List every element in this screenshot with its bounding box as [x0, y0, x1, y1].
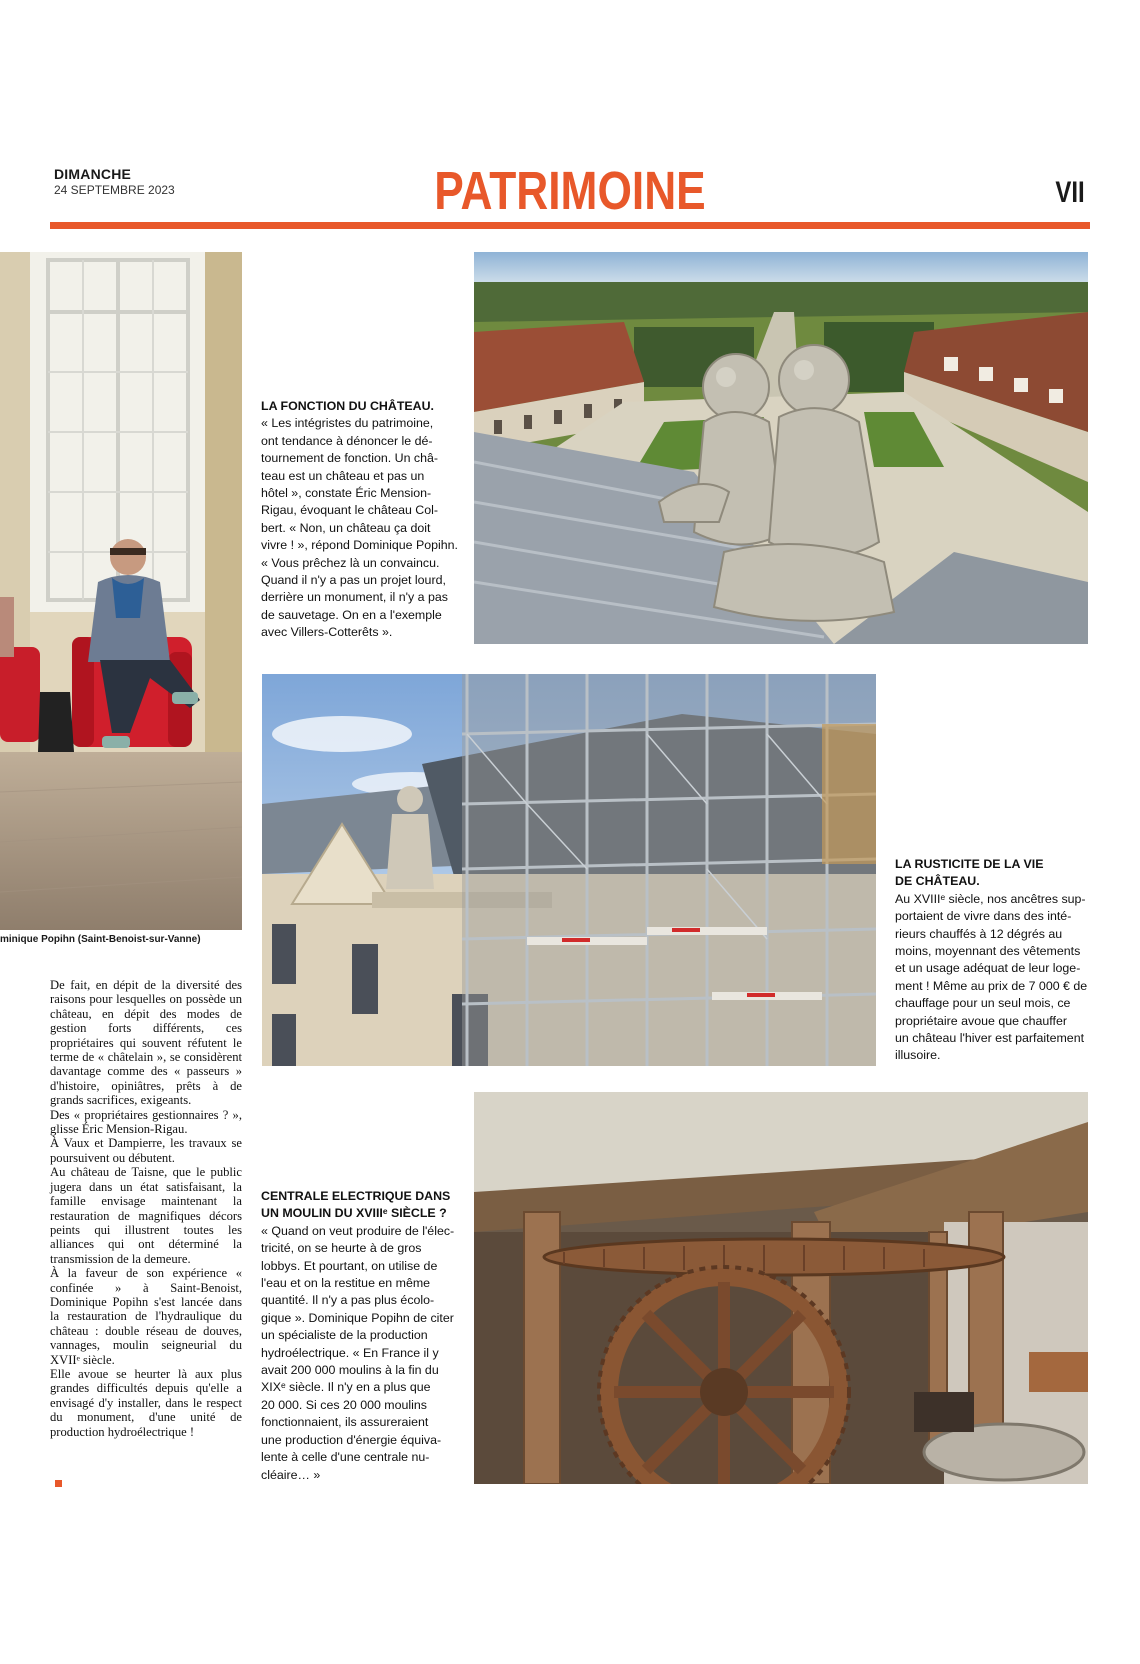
line: rieurs chauffés à 12 dégrés au — [895, 926, 1063, 941]
paragraph: Des « propriétaires gestionnaires ? », glisse Éric Mension-Rigau. — [50, 1107, 242, 1137]
paragraph: De fait, en dépit de la diversité des raisons pour lesquelles on possède un château, en dépit des modes de gestion forts différents, ces propriétaires qui souvent réfutent le terme de « châtelain », se considèrent davantage comme des « passeurs » d'histoire, opiniâtres, prêts à de grands sacrifices, exigeants. — [50, 978, 242, 1108]
line: « Les intégristes du patrimoine, — [261, 416, 434, 431]
line: avait 200 000 moulins à la fin du — [261, 1363, 439, 1378]
line: Au XVIIIᵉ siècle, nos ancêtres sup- — [895, 891, 1086, 906]
line: de sauvetage. On en a l'exemple — [261, 607, 442, 622]
section-title: PATRIMOINE — [434, 161, 706, 221]
sidebar-centrale-heading: CENTRALE ELECTRIQUE DANS — [261, 1189, 451, 1203]
line: « Quand on veut produire de l'élec- — [261, 1223, 455, 1238]
line: Quand il n'y a pas un projet lourd, — [261, 573, 446, 588]
sidebar-fonction-heading: LA FONCTION DU CHÂTEAU. — [261, 399, 434, 413]
end-of-article-mark — [55, 1480, 62, 1487]
line: fonctionnaient, ils assureraient — [261, 1415, 429, 1430]
issue-date: 24 SEPTEMBRE 2023 — [54, 183, 175, 197]
photo-interior-portrait — [0, 252, 242, 930]
line: Rigau, évoquant le château Col- — [261, 503, 439, 518]
line: chauffage pour un seul mois, ce — [895, 996, 1071, 1011]
line: et un usage adéquat de leur loge- — [895, 961, 1081, 976]
sidebar-centrale-electrique — [261, 1188, 461, 1484]
photo-mill-gears — [474, 1092, 1088, 1484]
line: derrière un monument, il n'y a pas — [261, 590, 448, 605]
line: cléaire… » — [261, 1467, 321, 1482]
paragraph: Au château de Taisne, que le public jugera dans un état satisfaisant, la famille envisage maintenant la restauration de magnifiques décors peints qui illustrent toutes les alliances qui ont déterminé la transmission de la demeure. — [50, 1165, 242, 1266]
line: quantité. Il n'y a pas plus écolo- — [261, 1293, 435, 1308]
article-body — [50, 978, 242, 1439]
line: illusoire. — [895, 1048, 941, 1063]
line: XIXᵉ siècle. Il n'y en a plus que — [261, 1380, 431, 1395]
paragraph: Elle avoue se heurter là aux plus grandes difficultés depuis qu'elle a envisagé d'y installer, dans le respect du monument, d'une unité de production hydroélectrique ! — [50, 1366, 242, 1439]
sidebar-rusticite — [895, 856, 1095, 1065]
line: un spécialiste de la production — [261, 1328, 428, 1343]
paragraph: À Vaux et Dampierre, les travaux se poursuivent ou débutent. — [50, 1136, 242, 1165]
line: avec Villers-Cotterêts ». — [261, 625, 393, 640]
sidebar-fonction-chateau — [261, 398, 461, 642]
line: lente à celle d'une centrale nu- — [261, 1450, 430, 1465]
line: ment ! Même au prix de 7 000 € de — [895, 978, 1088, 993]
line: portaient de vivre dans des inté- — [895, 909, 1072, 924]
photo-caption: minique Popihn (Saint-Benoist-sur-Vanne) — [0, 934, 201, 945]
line: « Vous prêchez là un convaincu. — [261, 555, 440, 570]
line: un château l'hiver est parfaitement — [895, 1031, 1085, 1046]
photo-cherub-statue-roof — [474, 252, 1088, 644]
issue-day: DIMANCHE — [54, 166, 132, 182]
header-rule — [50, 222, 1090, 229]
line: tricité, on se heurte à de gros — [261, 1241, 422, 1256]
page-number: VII — [1055, 176, 1085, 209]
photo-scaffolding-facade — [262, 674, 876, 1066]
paragraph: À la faveur de son expérience « confinée » à Saint-Benoist, Dominique Popihn s'est lancée dans la restauration de l'hydraulique du château : double réseau de douves, vannages, moulin seigneurial du XVIIᵉ siècle. — [50, 1266, 242, 1367]
sidebar-rusticite-heading: LA RUSTICITE DE LA VIE — [895, 857, 1044, 871]
sidebar-rusticite-heading: DE CHÂTEAU. — [895, 874, 980, 889]
line: l'eau et on la restitue en même — [261, 1276, 431, 1291]
line: hydroélectrique. « En France il y — [261, 1345, 439, 1360]
line: moins, moyennant des vêtements — [895, 944, 1081, 959]
line: teau est un château et pas un — [261, 468, 425, 483]
line: bert. « Non, un château ça doit — [261, 520, 431, 535]
line: 20 000. Si ces 20 000 moulins — [261, 1397, 428, 1412]
line: propriétaire avoue que chauffer — [895, 1013, 1067, 1028]
line: une production d'énergie équiva- — [261, 1432, 442, 1447]
line: lobbys. Et pourtant, on utilise de — [261, 1258, 438, 1273]
line: hôtel », constate Éric Mension- — [261, 486, 432, 501]
line: gique ». Dominique Popihn de citer — [261, 1310, 454, 1325]
line: tournement de fonction. Un châ- — [261, 451, 439, 466]
line: vivre ! », répond Dominique Popihn. — [261, 538, 458, 553]
line: ont tendance à dénoncer le dé- — [261, 433, 433, 448]
sidebar-centrale-heading: UN MOULIN DU XVIIIᵉ SIÈCLE ? — [261, 1206, 447, 1221]
